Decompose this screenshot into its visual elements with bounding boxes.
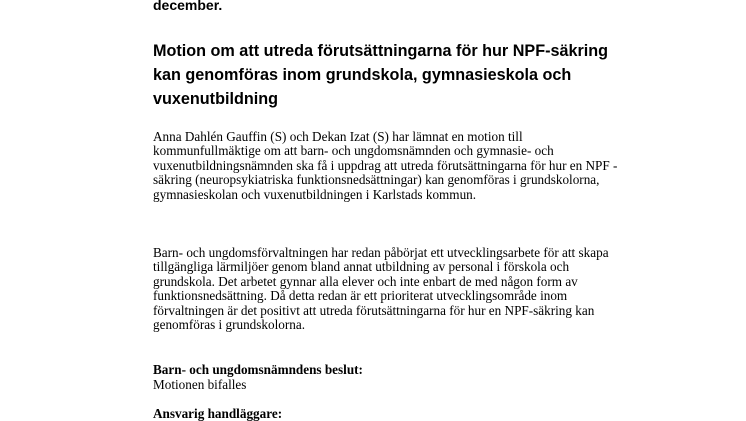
motion-paragraph-2: Barn- och ungdomsförvaltningen har redan påbörjat ett utvecklingsarbete för att skapa tillgängliga lärmiljöer genom bland annat utbildning av personal i förskola och grundskola. Det arbetet gynnar alla elever och inte enbart de med någon form av funktionsnedsättning. Då detta redan är ett prioriterat utvecklingsområde inom förvaltningen är det positivt att utreda förutsättningarna för hur en NPF-säkring kan genomföras i grundskolorna. [153,245,609,333]
motion-paragraph-1: Anna Dahlén Gauffin (S) och Dekan Izat (S) har lämnat en motion till kommunfullmäktige om att barn- och ungdomsnämnden och gymnasie- och vuxenutbildningsnämnden ska få i uppdrag att utreda förutsättningarna för hur en NPF - säkring (neuropsykiatriska funktionsnedsättningar) kan genomföras i grundskolorna, gymnasieskolan och vuxenutbildningen i Karlstads kommun. [153,129,618,202]
decision-label: Barn- och ungdomsnämndens beslut: [153,362,363,377]
responsible-handler-label: Ansvarig handläggare: [153,406,283,421]
decision-value: Motionen bifalles [153,377,247,392]
motion-heading: Motion om att utreda förutsättningarna för hur NPF-säkring kan genomföras inom grundskola, gymnasieskola och vuxenutbildning [153,42,609,108]
previous-text-fragment: december. [153,0,223,13]
